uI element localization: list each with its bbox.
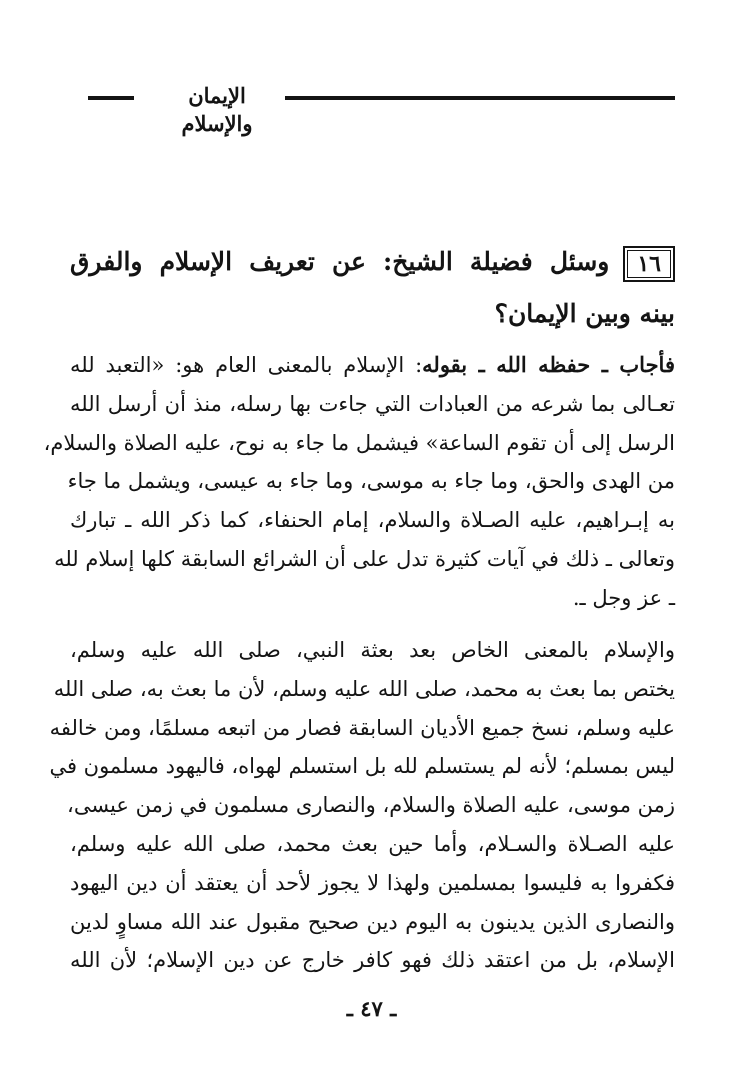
book-title: الإيمان والإسلام <box>181 83 253 136</box>
header-rule-right <box>285 96 675 100</box>
text-line: والنصارى الذين يدينون به اليوم دين صحيح مقبول عند الله مساوٍ لدين <box>70 909 675 934</box>
question-text: وسئل فضيلة الشيخ: عن تعريف الإسلام والفرق <box>70 247 610 276</box>
header-rule-left <box>88 96 134 100</box>
text-line: تعـالى بما شرعه من العبادات التي جاءت بها رسله، منذ أن أرسل الله <box>70 391 675 416</box>
question-heading <box>70 236 675 340</box>
text-line: الإسلام، بل من اعتقد ذلك فهو كافر خارج عن دين الإسلام؛ لأن الله <box>70 948 675 973</box>
text-line: عليه وسلم، نسخ جميع الأديان السابقة فصار من اتبعه مسلمًا، ومن خالفه <box>49 715 675 740</box>
question-line <box>70 236 675 288</box>
answer-intro-label: فأجاب ـ حفظه الله ـ بقوله <box>422 352 675 377</box>
text-line: به إبـراهيم، عليه الصـلاة والسلام، إمام الحنفاء، كما ذكر الله ـ تبارك <box>70 508 675 533</box>
answer-paragraph-1 <box>43 346 675 618</box>
text-line: عليه الصـلاة والسـلام، وأما حين بعث محمد، صلى الله عليه وسلم، <box>70 831 675 856</box>
text-line: الرسل إلى أن تقوم الساعة» فيشمل ما جاء به نوح، عليه الصلاة والسلام، <box>43 430 675 455</box>
text-line: وتعالى ـ ذلك في آيات كثيرة تدل على أن الشرائع السابقة كلها إسلام لله <box>54 546 675 571</box>
text-line: يختص بما بعث به محمد، صلى الله عليه وسلم، لأن ما بعث به، صلى الله <box>53 676 675 701</box>
question-number-box: ١٦ <box>623 246 675 282</box>
answer-intro-line <box>70 346 675 385</box>
running-header <box>78 80 675 136</box>
text-line: والإسلام بالمعنى الخاص بعد بعثة النبي، صلى الله عليه وسلم، <box>70 638 675 662</box>
text-line: ليس بمسلم؛ لأنه لم يستسلم لله بل استسلم لهواه، فاليهود مسلمون في <box>49 754 675 779</box>
text-line: فكفروا به فليسوا بمسلمين ولهذا لا يجوز لأحد أن يعتقد أن دين اليهود <box>70 870 675 895</box>
text-line: ـ عز وجل ـ. <box>572 585 675 610</box>
page-number: ـ ٤٧ ـ <box>346 996 397 1021</box>
text-line: زمن موسى، عليه الصلاة والسلام، والنصارى مسلمون في زمن عيسى، <box>67 793 675 818</box>
answer-intro-text: : الإسلام بالمعنى العام هو: «التعبد لله <box>70 353 423 377</box>
text-line: من الهدى والحق، وما جاء به موسى، وما جاء به عيسى، ويشمل ما جاء <box>67 469 675 494</box>
question-line: بينه وبين الإيمان؟ <box>494 299 675 328</box>
answer-paragraph-2 <box>49 631 675 980</box>
